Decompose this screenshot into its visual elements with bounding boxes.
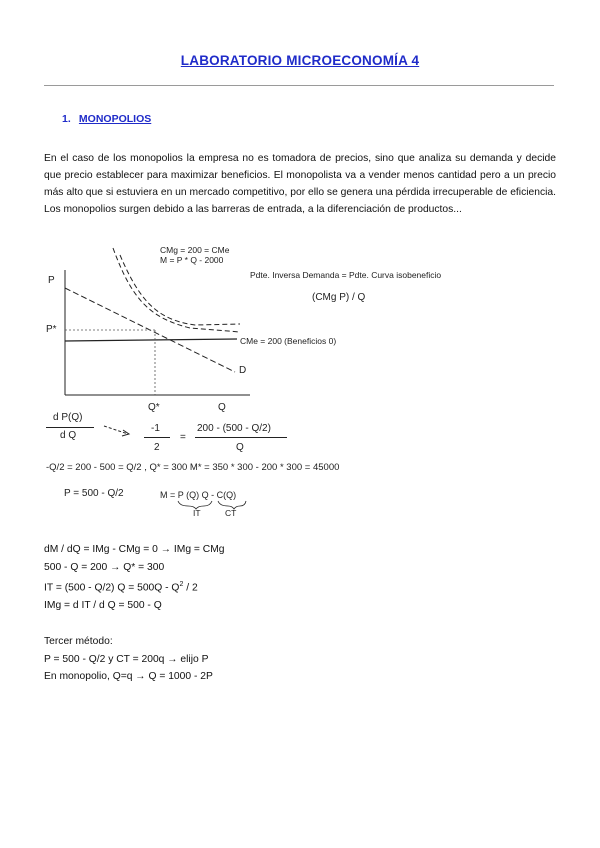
ratio-denominator: Q: [236, 442, 244, 453]
axis-label-q: Q: [218, 402, 226, 413]
it-expression: IT = (500 - Q/2) Q = 500Q - Q: [44, 582, 180, 594]
brace-label-it: IT: [193, 508, 201, 518]
it-expression-tail: / 2: [183, 582, 198, 594]
derivation-line: 500 - Q = 200 → Q* = 300: [44, 561, 165, 573]
demand-label: D: [239, 365, 247, 376]
axis-label-pstar: P*: [46, 324, 57, 335]
monopoly-diagram: [40, 240, 442, 420]
monopoly-graph: [40, 240, 370, 420]
section-heading: [62, 113, 151, 125]
slope-ratio: (CMg P) / Q: [312, 292, 366, 303]
solution-line: -Q/2 = 200 - 500 = Q/2 , Q* = 300 M* = 350 * 300 - 200 * 300 = 45000: [46, 462, 340, 473]
derivation-line: dM / dQ = IMg - CMg = 0 → IMg = CMg: [44, 544, 225, 555]
section-title: MONOPOLIOS: [78, 113, 152, 125]
cmg-equation: CMg = 200 = CMe: [160, 245, 230, 255]
third-method-block: [44, 633, 213, 686]
derivation-block: [44, 541, 225, 614]
method-line: P = 500 - Q/2 y CT = 200q → elijo P: [44, 653, 209, 665]
axis-label-qstar: Q*: [148, 402, 160, 413]
exponent: 2: [179, 581, 184, 588]
fraction-bar: [46, 427, 94, 428]
isoprofit-curve-lower: [120, 255, 240, 325]
arrow-icon: [102, 424, 132, 438]
equals-sign: =: [180, 432, 186, 443]
derivation-line: [44, 576, 225, 597]
slope-note: Pdte. Inversa Demanda = Pdte. Curva isobeneficio: [250, 270, 442, 280]
axis-label-p: P: [48, 275, 55, 286]
fraction-bar: [144, 437, 170, 438]
profit-equation: M = P * Q - 2000: [160, 255, 224, 265]
section-number: 1.: [62, 113, 71, 125]
dpq-numerator: d P(Q): [53, 412, 83, 423]
method-line: En monopolio, Q=q → Q = 1000 - 2P: [44, 671, 213, 682]
title-divider: [44, 85, 554, 86]
profit-function: M = P (Q) Q - C(Q): [160, 490, 237, 500]
ratio-numerator: 200 - (500 - Q/2): [197, 423, 271, 434]
cme-line: [65, 339, 237, 341]
brace-icon: [176, 500, 248, 510]
fraction-bar: [195, 437, 287, 438]
brace-label-ct: CT: [225, 508, 237, 518]
slope-denominator: 2: [154, 442, 160, 453]
inverse-demand: P = 500 - Q/2: [64, 488, 124, 499]
page-title: LABORATORIO MICROECONOMÍA 4: [180, 53, 420, 68]
method-heading: Tercer método:: [44, 636, 113, 647]
slope-numerator: -1: [151, 423, 160, 434]
dpq-denominator: d Q: [60, 430, 77, 441]
cme-label: CMe = 200 (Beneficios 0): [240, 336, 337, 346]
derivation-line: IMg = d IT / d Q = 500 - Q: [44, 599, 162, 611]
intro-paragraph: En el caso de los monopolios la empresa no es tomadora de precios, sino que analiza su demanda y decide que precio establecer para maximizar beneficios. El monopolista va a vender menos cantidad pero a un precio más alto que si estuviera en un mercado competitivo, por ello se genera una pérdida irrecuperable de eficiencia. Los monopolios surgen debido a las barreras de entrada, a la diferenciación de productos...: [44, 153, 556, 215]
